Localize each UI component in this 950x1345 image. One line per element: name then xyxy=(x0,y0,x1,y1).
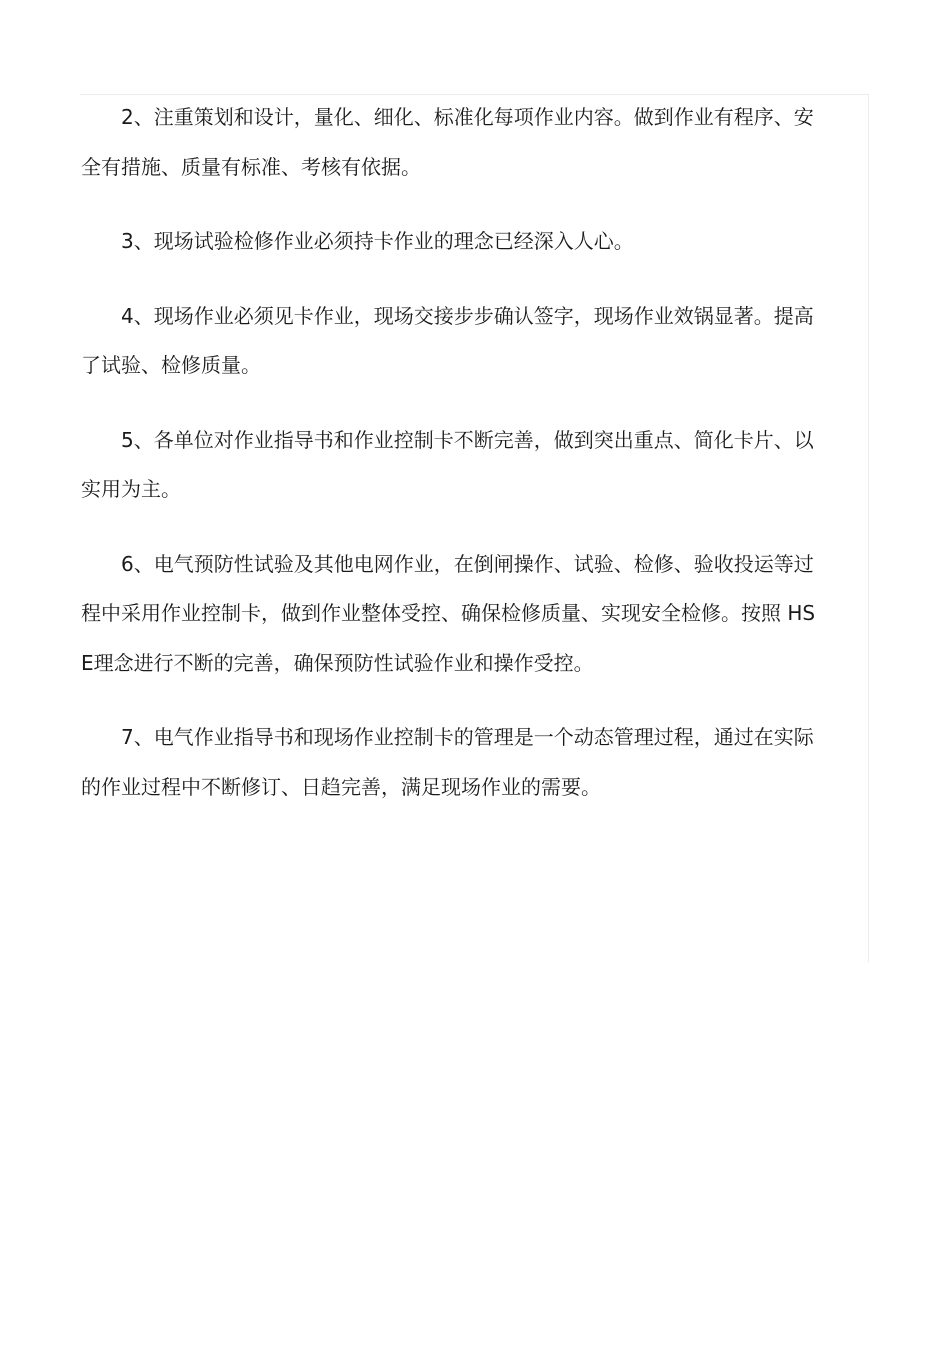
document-body xyxy=(81,93,826,812)
paragraph-item-4: 4、现场作业必须见卡作业，现场交接步步确认签字，现场作业效锅显著。提高了试验、检修质量。 xyxy=(81,303,814,377)
paragraph-item-5: 5、各单位对作业指导书和作业控制卡不断完善，做到突出重点、简化卡片、以实用为主。 xyxy=(81,427,814,501)
paragraph-item-7: 7、电气作业指导书和现场作业控制卡的管理是一个动态管理过程，通过在实际的作业过程中不断修订、日趋完善，满足现场作业的需要。 xyxy=(81,725,814,799)
paragraph-item-3: 3、现场试验检修作业必须持卡作业的理念已经深入人心。 xyxy=(121,229,634,253)
paragraph-item-6: 6、电气预防性试验及其他电网作业，在倒闸操作、试验、检修、验收投运等过程中采用作业控制卡，做到作业整体受控、确保检修质量、实现安全检修。按照 HSE理念进行不断的完善，确保预防性试验作业和操作受控。 xyxy=(81,551,816,675)
paragraph-item-2: 2、注重策划和设计，量化、细化、标准化每项作业内容。做到作业有程序、安全有措施、质量有标准、考核有依据。 xyxy=(81,105,814,179)
